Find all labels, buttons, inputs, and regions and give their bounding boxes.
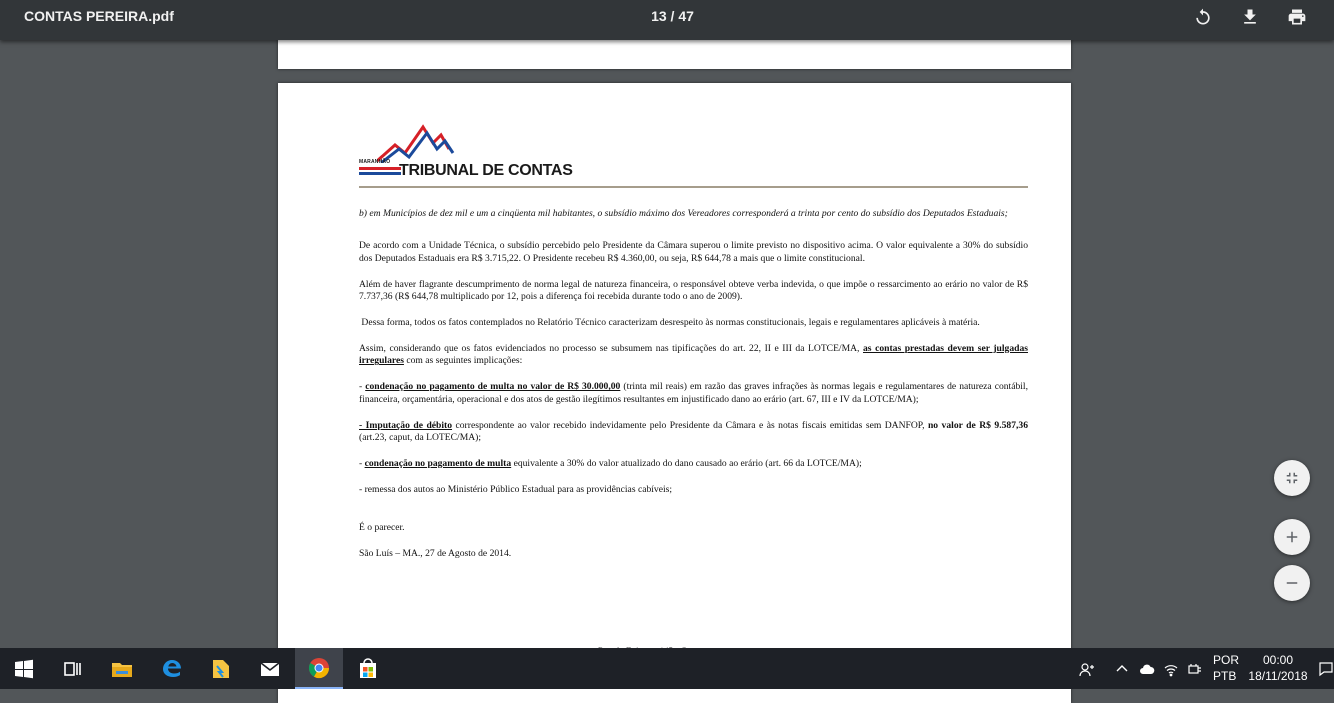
paragraph: De acordo com a Unidade Técnica, o subsídio percebido pelo Presidente da Câmara superou o limite previsto no dispositivo acima. O valor equivalente a 30% do subsídio dos Deputados Estaduais era R$ 3.715,22. O Presidente recebeu R$ 4.360,00, ou seja, R$ 644,78 a mais que o limite constitucional.: [359, 240, 1028, 264]
text-bold: no valor de R$ 9.587,36: [927, 419, 1029, 431]
start-button[interactable]: [0, 648, 48, 689]
chevron-up-icon: [1114, 661, 1130, 677]
text-emphasis: - Imputação de débito: [359, 419, 453, 431]
document-body: [359, 208, 1028, 561]
taskbar-mail[interactable]: [246, 648, 294, 689]
logo-mountains-icon: [377, 123, 477, 163]
tray-show-hidden[interactable]: [1112, 648, 1132, 689]
cloud-icon: [1139, 661, 1155, 677]
text: correspondente ao valor recebido indevidamente pelo Presidente da Câmara e às notas fiscais emitidas sem DANFOP,: [452, 419, 928, 431]
windows-start-icon: [12, 657, 36, 681]
text: com as seguintes implicações:: [403, 355, 523, 367]
input-language[interactable]: [1213, 652, 1239, 684]
header-divider: [359, 186, 1028, 188]
edge-icon: [160, 657, 184, 681]
notification-icon: [1318, 661, 1334, 677]
page-total: 47: [678, 8, 694, 24]
page-current[interactable]: 13: [651, 8, 667, 24]
text-emphasis: condenação no pagamento de multa: [364, 457, 512, 469]
tribunal-logo: [359, 123, 573, 185]
file-explorer-icon: [110, 657, 134, 681]
paragraph: [359, 458, 1028, 471]
zoom-out-icon: [1283, 574, 1301, 592]
text-emphasis: condenação no pagamento de multa no valor de R$ 30.000,00: [365, 381, 621, 393]
language-code: POR: [1213, 653, 1240, 667]
paragraph-quote: b) em Municípios de dez mil e um a cinqüenta mil habitantes, o subsídio máximo dos Vereadores corresponderá a trinta por cento do subsídio dos Deputados Estaduais;: [359, 208, 1008, 219]
rotate-button[interactable]: [1189, 4, 1217, 30]
tray-people[interactable]: [1076, 648, 1098, 689]
chrome-icon: [307, 656, 331, 680]
paragraph: [359, 420, 1028, 445]
taskbar: [0, 648, 1334, 689]
print-icon: [1287, 7, 1307, 27]
document-title: CONTAS PEREIRA.pdf: [24, 8, 174, 24]
text: equivalente a 30% do valor atualizado do dano causado ao erário (art. 66 da LOTCE/MA);: [511, 457, 862, 469]
tray-network[interactable]: [1160, 648, 1182, 689]
clock-time: 00:00: [1262, 653, 1294, 667]
paragraph: [359, 381, 1028, 406]
pdf-page-current: [278, 83, 1071, 703]
tray-power[interactable]: [1184, 648, 1206, 689]
download-button[interactable]: [1236, 4, 1264, 30]
logo-state-text: MARANHÃO: [359, 159, 391, 165]
text: -: [359, 381, 366, 393]
taskbar-edge[interactable]: [148, 648, 196, 689]
task-view-button[interactable]: [48, 648, 96, 689]
zoom-in-icon: [1283, 528, 1301, 546]
task-view-icon: [60, 657, 84, 681]
paragraph-date: São Luís – MA., 27 de Agosto de 2014.: [359, 548, 512, 560]
print-button[interactable]: [1283, 4, 1311, 30]
fit-to-page-button[interactable]: [1274, 460, 1310, 496]
logo-stripe-blue: [359, 172, 401, 175]
download-icon: [1240, 7, 1260, 27]
paragraph: Além de haver flagrante descumprimento de norma legal de natureza financeira, o responsável obteve verba indevida, o que impõe o ressarcimento ao erário no valor de R$ 7.737,36 (R$ 644,78 multiplicado por 12, pois a diferença foi recebida durante todo o ano de 2009).: [359, 278, 1028, 303]
mail-icon: [258, 657, 282, 681]
fit-to-page-icon: [1283, 469, 1301, 487]
paragraph: Dessa forma, todos os fatos contemplados no Relatório Técnico caracterizam desrespeito às normas constitucionais, legais e regulamentares aplicáveis à matéria.: [359, 317, 980, 329]
power-plug-icon: [1187, 661, 1203, 677]
taskbar-file-explorer[interactable]: [98, 648, 146, 689]
text: -: [359, 457, 365, 469]
keyboard-layout: PTB: [1213, 669, 1237, 683]
taskbar-chrome[interactable]: [295, 648, 343, 689]
zoom-in-button[interactable]: [1274, 519, 1310, 555]
paragraph: - remessa dos autos ao Ministério Público Estadual para as providências cabíveis;: [359, 483, 673, 495]
taskbar-store[interactable]: [344, 648, 392, 689]
taskbar-file-manager[interactable]: [197, 648, 245, 689]
wifi-icon: [1163, 661, 1179, 677]
pdf-toolbar: [0, 0, 1334, 40]
page-separator: /: [670, 8, 675, 24]
zoom-out-button[interactable]: [1274, 565, 1310, 601]
text-emphasis: as contas prestadas devem ser julgadas irregulares: [359, 342, 1028, 367]
people-icon: [1079, 661, 1095, 677]
paragraph-closing: É o parecer.: [359, 522, 405, 534]
page-indicator: [600, 0, 745, 32]
store-icon: [356, 657, 380, 681]
logo-name-text: TRIBUNAL DE CONTAS: [399, 162, 573, 179]
action-center-button[interactable]: [1318, 648, 1334, 689]
paragraph: [359, 343, 1028, 368]
text: (trinta mil reais) em razão das graves infrações às normas legais e regulamentares de natureza contábil, financeira, orçamentária, operacional e dos atos de gestão ilegítimos resultantes em injustificado dano ao erário (art. 67, III e IV da LOTCE/MA);: [359, 381, 1028, 405]
tray-onedrive[interactable]: [1136, 648, 1158, 689]
clock-date: 18/11/2018: [1248, 669, 1308, 683]
file-manager-icon: [209, 657, 233, 681]
text: (art.23, caput, da LOTEC/MA);: [359, 432, 482, 444]
text: Assim, considerando que os fatos evidenciados no processo se subsumem nas tipificações do art. 22, II e III da LOTCE/MA,: [359, 342, 863, 354]
logo-stripe-red: [359, 167, 401, 170]
rotate-icon: [1193, 7, 1213, 27]
clock[interactable]: [1244, 652, 1312, 684]
